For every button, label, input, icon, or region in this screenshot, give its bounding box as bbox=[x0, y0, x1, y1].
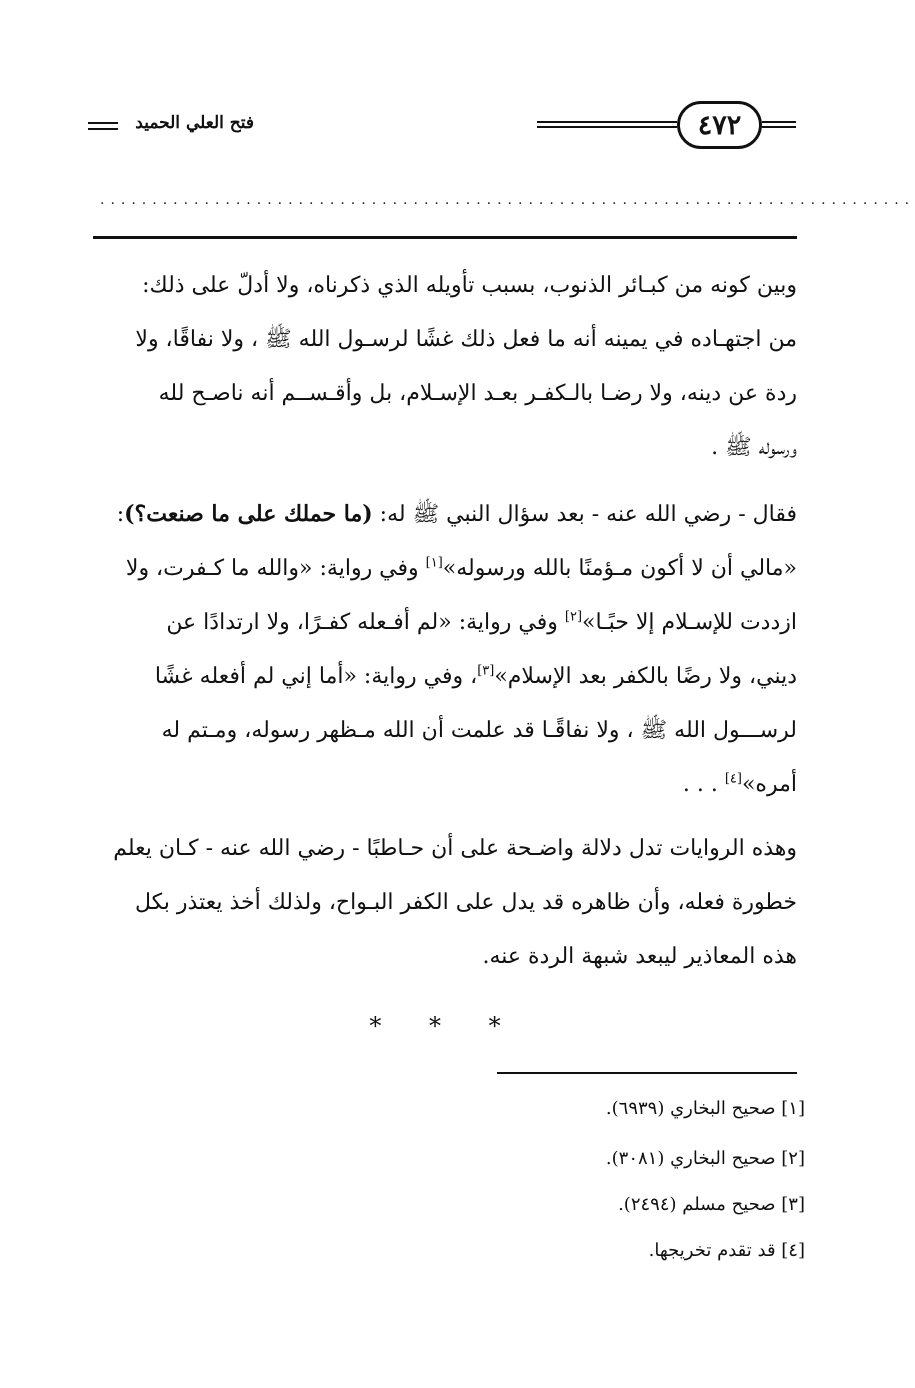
page-number: ٤٧٢ bbox=[677, 101, 762, 149]
header-rule-left-of-number bbox=[537, 121, 677, 131]
footnote-ref-3: [٣] bbox=[477, 663, 495, 679]
text-span: . . . bbox=[682, 772, 725, 797]
text-line: لرســـول الله ﷺ ، ولا نفاقًـا قد علمت أن الله مـظهر رسوله، ومـتم له bbox=[161, 718, 797, 743]
text-span: «مالي أن لا أكون مـؤمنًا بالله ورسوله» bbox=[442, 556, 797, 581]
quoted-question: (ما حملك على ما صنعت؟) bbox=[124, 501, 373, 527]
section-stars: * * * bbox=[369, 1012, 521, 1040]
top-rule bbox=[93, 236, 797, 239]
text-span: : bbox=[116, 502, 125, 527]
text-line bbox=[93, 758, 797, 812]
text-span: فقال - رضي الله عنه - بعد سؤال النبي ﷺ له: bbox=[372, 502, 797, 527]
text-line bbox=[93, 650, 797, 704]
text-span: وفي رواية: «لم أفـعله كفـرًا، ولا ارتدادًا عن bbox=[166, 610, 565, 635]
text-line: من اجتهـاده في يمينه أنه ما فعل ذلك غشًا لرسـول الله ﷺ ، ولا نفاقًا، ولا bbox=[135, 327, 797, 352]
footnote-3: [٣] صحيح مسلم (٢٤٩٤). bbox=[618, 1194, 805, 1215]
paragraph-1 bbox=[93, 259, 797, 475]
text-span: ازددت للإسـلام إلا حبًـا» bbox=[582, 610, 797, 635]
text-line: ورسوله ﷺ . bbox=[711, 435, 797, 460]
paragraph-3 bbox=[93, 822, 797, 984]
book-title: فتح العلي الحميد bbox=[135, 113, 254, 133]
text-line: هذه المعاذير ليبعد شبهة الردة عنه. bbox=[482, 944, 797, 969]
header-rule-right-of-number bbox=[762, 121, 796, 131]
footnote-ref-1: [١] bbox=[425, 555, 443, 571]
footnote-1: [١] صحيح البخاري (٦٩٣٩). bbox=[605, 1098, 805, 1119]
text-line bbox=[93, 542, 797, 596]
footnote-ref-4: [٤] bbox=[724, 771, 742, 787]
footnote-4: [٤] قد تقدم تخريجها. bbox=[648, 1240, 805, 1261]
dotted-separator: .............................................................................. bbox=[100, 192, 915, 208]
text-span: ، وفي رواية: «أما إني لم أفعله غشًا bbox=[154, 664, 478, 689]
text-line bbox=[93, 596, 797, 650]
text-line: خطورة فعله، وأن ظاهره قد يدل على الكفر البـواح، ولذلك أخذ يعتذر بكل bbox=[135, 890, 797, 915]
footnote-2: [٢] صحيح البخاري (٣٠٨١). bbox=[605, 1148, 805, 1169]
text-line: ردة عن دينه، ولا رضـا بالـكفـر بعـد الإسـلام، بل وأقـســم أنه ناصـح لله bbox=[158, 381, 797, 406]
paragraph-2 bbox=[93, 487, 797, 812]
text-span: ديني، ولا رضًا بالكفر بعد الإسلام» bbox=[494, 664, 797, 689]
header-rule-book-title bbox=[88, 122, 118, 134]
text-span: أمره» bbox=[741, 772, 797, 797]
footnote-rule bbox=[497, 1072, 797, 1074]
text-line: وهذه الروايات تدل دلالة واضـحة على أن حـاطبًا - رضي الله عنه - كـان يعلم bbox=[113, 836, 797, 861]
footnote-ref-2: [٢] bbox=[564, 609, 583, 625]
text-line: وبين كونه من كبـائر الذنوب، بسبب تأويله الذي ذكرناه، ولا أدلّ على ذلك: bbox=[142, 273, 797, 298]
text-span: وفي رواية: «والله ما كـفرت، ولا bbox=[125, 556, 426, 581]
text-line bbox=[93, 487, 797, 542]
